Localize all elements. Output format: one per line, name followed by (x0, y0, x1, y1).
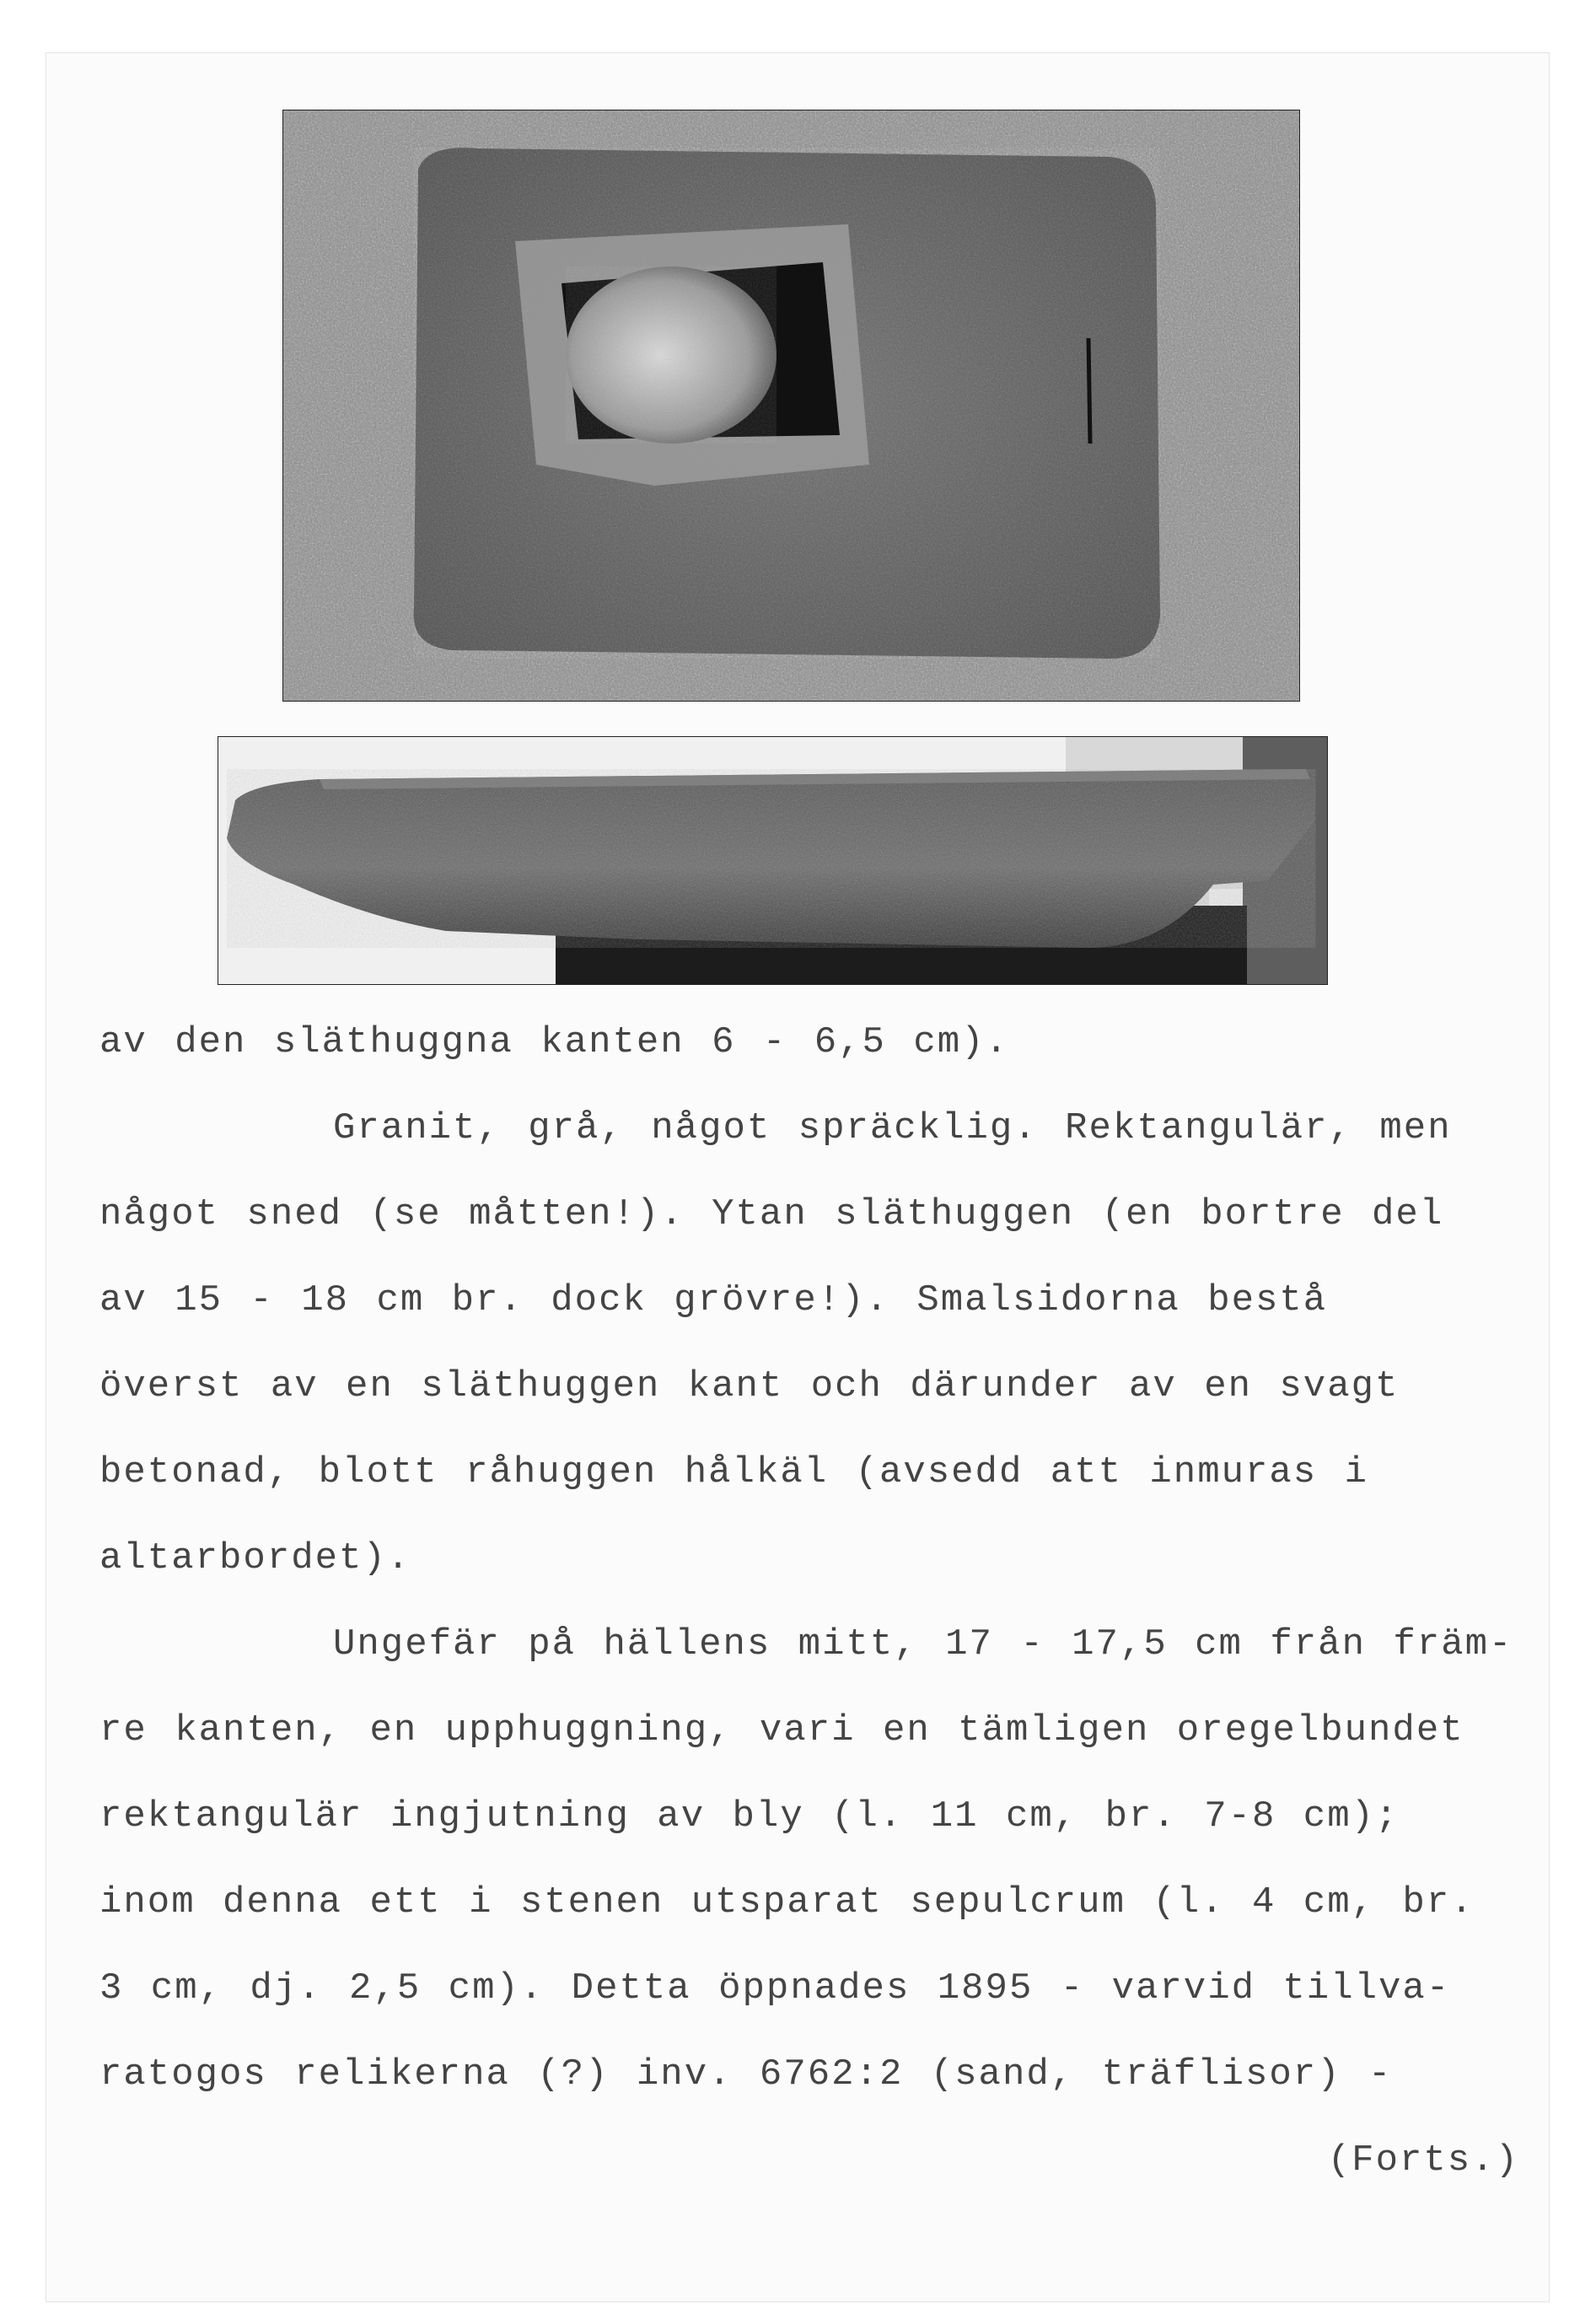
photo-slab-edge (218, 736, 1328, 985)
text-line-7: altarbordet). (99, 1537, 411, 1579)
sepulcrum-photo-image (283, 110, 1299, 701)
continuation-note: (Forts.) (1327, 2139, 1519, 2182)
text-line-10: rektangulär ingjutning av bly (l. 11 cm, br. 7-8 cm); (99, 1795, 1400, 1837)
text-line-9: re kanten, en upphuggning, vari en tämligen oregelbundet (99, 1709, 1464, 1751)
text-line-11: inom denna ett i stenen utsparat sepulcrum (l. 4 cm, br. (99, 1881, 1475, 1924)
text-line-2: Granit, grå, något spräcklig. Rektangulär, men (333, 1107, 1452, 1149)
text-line-13: ratogos relikerna (?) inv. 6762:2 (sand, träflisor) - (99, 2053, 1393, 2096)
typewritten-text (99, 999, 1533, 2203)
photo-sepulcrum (282, 110, 1300, 702)
text-line-4: av 15 - 18 cm br. dock grövre!). Smalsidorna bestå (99, 1279, 1328, 1321)
text-line-5: överst av en släthuggen kant och därunder av en svagt (99, 1365, 1400, 1407)
text-line-8: Ungefär på hällens mitt, 17 - 17,5 cm från främ- (333, 1623, 1513, 1665)
text-line-1: av den släthuggna kanten 6 - 6,5 cm). (99, 1021, 1009, 1063)
slab-edge-photo-image (218, 737, 1327, 984)
text-line-6: betonad, blott råhuggen hålkäl (avsedd att inmuras i (99, 1451, 1369, 1493)
text-line-3: något sned (se måtten!). Ytan släthuggen (en bortre del (99, 1193, 1444, 1235)
text-line-12: 3 cm, dj. 2,5 cm). Detta öppnades 1895 - varvid tillva- (99, 1967, 1451, 2010)
